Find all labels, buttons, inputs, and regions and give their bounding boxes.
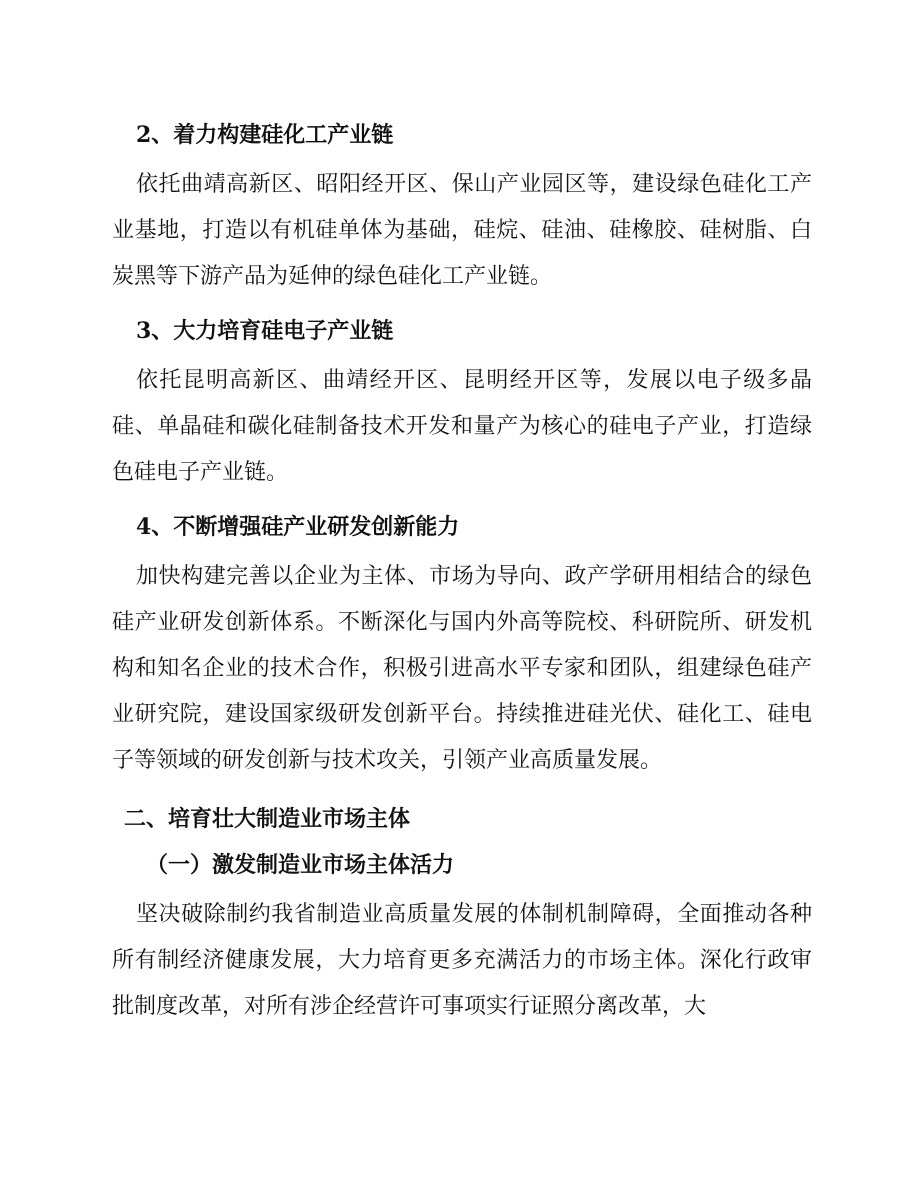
section-paragraph: 依托昆明高新区、曲靖经开区、昆明经开区等，发展以电子级多晶硅、单晶硅和碳化硅制备技术开发和量产为核心的硅电子产业，打造绿色硅电子产业链。 (112, 368, 812, 485)
document-page (112, 112, 812, 1038)
section-heading: 4、不断增强硅产业研发创新能力 (136, 514, 460, 540)
final-paragraph: 坚决破除制约我省制造业高质量发展的体制机制障碍，全面推动各种所有制经济健康发展，大力培育更多充满活力的市场主体。深化行政审批制度改革，对所有涉企经营许可事项实行证照分离改革，大 (112, 902, 812, 1019)
subsection-heading: （一）激发制造业市场主体活力 (146, 852, 455, 878)
section-rd-innovation (112, 504, 812, 784)
section-silicon-electronics (112, 308, 812, 496)
section-silicon-chemical (112, 112, 812, 300)
section-paragraph: 加快构建完善以企业为主体、市场为导向、政产学研用相结合的绿色硅产业研发创新体系。不断深化与国内外高等院校、科研院所、研发机构和知名企业的技术合作，积极引进高水平专家和团队，组建绿色硅产业研究院，建设国家级研发创新平台。持续推进硅光伏、硅化工、硅电子等领域的研发创新与技术攻关，引领产业高质量发展。 (112, 564, 812, 773)
chapter-heading: 二、培育壮大制造业市场主体 (124, 806, 411, 832)
section-heading: 2、着力构建硅化工产业链 (136, 122, 394, 148)
section-paragraph: 依托曲靖高新区、昭阳经开区、保山产业园区等，建设绿色硅化工产业基地，打造以有机硅单体为基础，硅烷、硅油、硅橡胶、硅树脂、白炭黑等下游产品为延伸的绿色硅化工产业链。 (112, 172, 812, 289)
section-heading: 3、大力培育硅电子产业链 (136, 318, 394, 344)
